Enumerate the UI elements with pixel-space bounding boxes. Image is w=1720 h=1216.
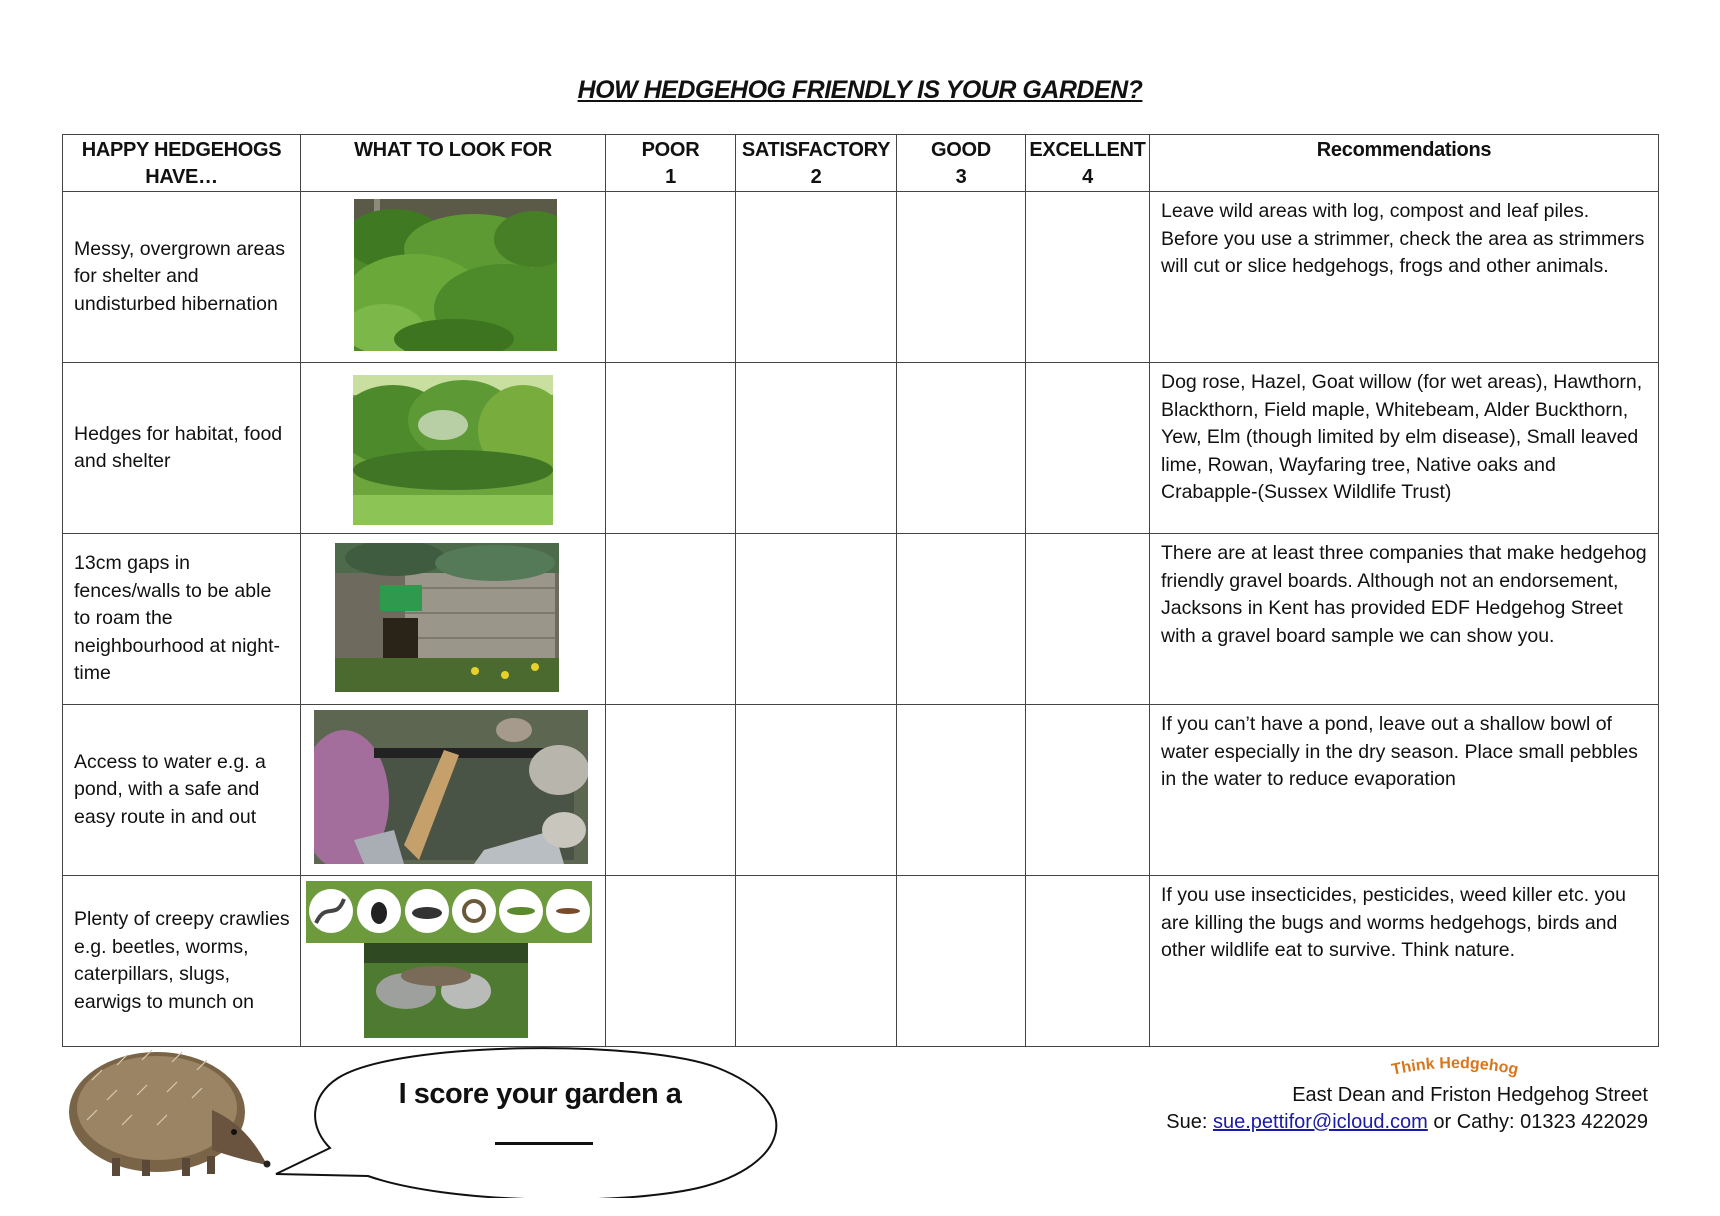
speech-bubble-text: I score your garden a <box>398 1078 682 1110</box>
look-for-cell <box>301 363 606 534</box>
have-cell: Messy, overgrown areas for shelter and undisturbed hibernation <box>63 192 301 363</box>
table-row <box>63 363 1659 534</box>
have-cell: Access to water e.g. a pond, with a safe and easy route in and out <box>63 705 301 876</box>
svg-text:Think Hedgehog: Think Hedgehog <box>1390 1054 1520 1079</box>
score-good-cell[interactable] <box>897 363 1026 534</box>
creepy-crawlies-photo <box>306 881 592 1038</box>
organisation-name: East Dean and Friston Hedgehog Street <box>1292 1084 1648 1106</box>
score-satisfactory-cell[interactable] <box>736 876 897 1047</box>
score-excellent-cell[interactable] <box>1026 192 1150 363</box>
header-what-to-look-for: WHAT TO LOOK FOR <box>301 135 606 192</box>
look-for-cell <box>301 876 606 1047</box>
header-happy-hedgehogs: HAPPY HEDGEHOGS HAVE… <box>63 135 301 192</box>
recommendation-cell: Leave wild areas with log, compost and leaf piles. Before you use a strimmer, check the area as strimmers will cut or slice hedgehogs, frogs and other animals. <box>1150 192 1659 363</box>
header-recommendations: Recommendations <box>1150 135 1659 192</box>
header-good: GOOD 3 <box>897 135 1026 192</box>
score-good-cell[interactable] <box>897 192 1026 363</box>
score-excellent-cell[interactable] <box>1026 876 1150 1047</box>
score-good-cell[interactable] <box>897 534 1026 705</box>
hedgehog-score-table <box>62 134 1659 1047</box>
contact-prefix: Sue: <box>1166 1111 1213 1133</box>
score-blank-line[interactable] <box>495 1102 593 1145</box>
score-poor-cell[interactable] <box>606 534 736 705</box>
email-link[interactable]: sue.pettifor@icloud.com <box>1212 1111 1428 1133</box>
overgrown-garden-photo <box>354 199 557 351</box>
score-poor-cell[interactable] <box>606 192 736 363</box>
score-satisfactory-cell[interactable] <box>736 363 897 534</box>
think-hedgehog-logo <box>1375 1050 1535 1084</box>
table-row <box>63 876 1659 1047</box>
table-header-row <box>63 135 1659 192</box>
recommendation-cell: If you use insecticides, pesticides, weed killer etc. you are killing the bugs and worms hedgehogs, birds and other wildlife eat to survive. Think nature. <box>1150 876 1659 1047</box>
table-row <box>63 534 1659 705</box>
header-excellent: EXCELLENT 4 <box>1026 135 1150 192</box>
hedgehog-image <box>62 1040 282 1180</box>
table-row <box>63 192 1659 363</box>
score-satisfactory-cell[interactable] <box>736 705 897 876</box>
have-cell: Hedges for habitat, food and shelter <box>63 363 301 534</box>
recommendation-cell: If you can’t have a pond, leave out a shallow bowl of water especially in the dry season. Place small pebbles in the water to reduce evaporation <box>1150 705 1659 876</box>
recommendation-cell: There are at least three companies that make hedgehog friendly gravel boards. Although not an endorsement, Jacksons in Kent has provided EDF Hedgehog Street with a gravel board sample we can show you. <box>1150 534 1659 705</box>
header-poor: POOR 1 <box>606 135 736 192</box>
table-row <box>63 705 1659 876</box>
score-good-cell[interactable] <box>897 876 1026 1047</box>
fence-gap-photo <box>335 543 559 692</box>
look-for-cell <box>301 534 606 705</box>
contact-line <box>1166 1111 1648 1134</box>
score-good-cell[interactable] <box>897 705 1026 876</box>
score-satisfactory-cell[interactable] <box>736 192 897 363</box>
score-poor-cell[interactable] <box>606 876 736 1047</box>
header-satisfactory: SATISFACTORY 2 <box>736 135 897 192</box>
score-satisfactory-cell[interactable] <box>736 534 897 705</box>
contact-suffix: or Cathy: 01323 422029 <box>1427 1111 1648 1133</box>
have-cell: Plenty of creepy crawlies e.g. beetles, worms, caterpillars, slugs, earwigs to munch on <box>63 876 301 1047</box>
score-poor-cell[interactable] <box>606 705 736 876</box>
pond-photo <box>314 710 588 864</box>
score-poor-cell[interactable] <box>606 363 736 534</box>
hedge-photo <box>353 375 553 525</box>
have-cell: 13cm gaps in fences/walls to be able to roam the neighbourhood at night-time <box>63 534 301 705</box>
look-for-cell <box>301 192 606 363</box>
look-for-cell <box>301 705 606 876</box>
recommendation-cell: Dog rose, Hazel, Goat willow (for wet areas), Hawthorn, Blackthorn, Field maple, Whitebeam, Alder Buckthorn, Yew, Elm (though limited by elm disease), Small leaved lime, Rowan, Wayfaring tree, Native oaks and Crabapple-(Sussex Wildlife Trust) <box>1150 363 1659 534</box>
page-title: HOW HEDGEHOG FRIENDLY IS YOUR GARDEN? <box>577 76 1143 104</box>
score-excellent-cell[interactable] <box>1026 363 1150 534</box>
score-excellent-cell[interactable] <box>1026 705 1150 876</box>
score-excellent-cell[interactable] <box>1026 534 1150 705</box>
